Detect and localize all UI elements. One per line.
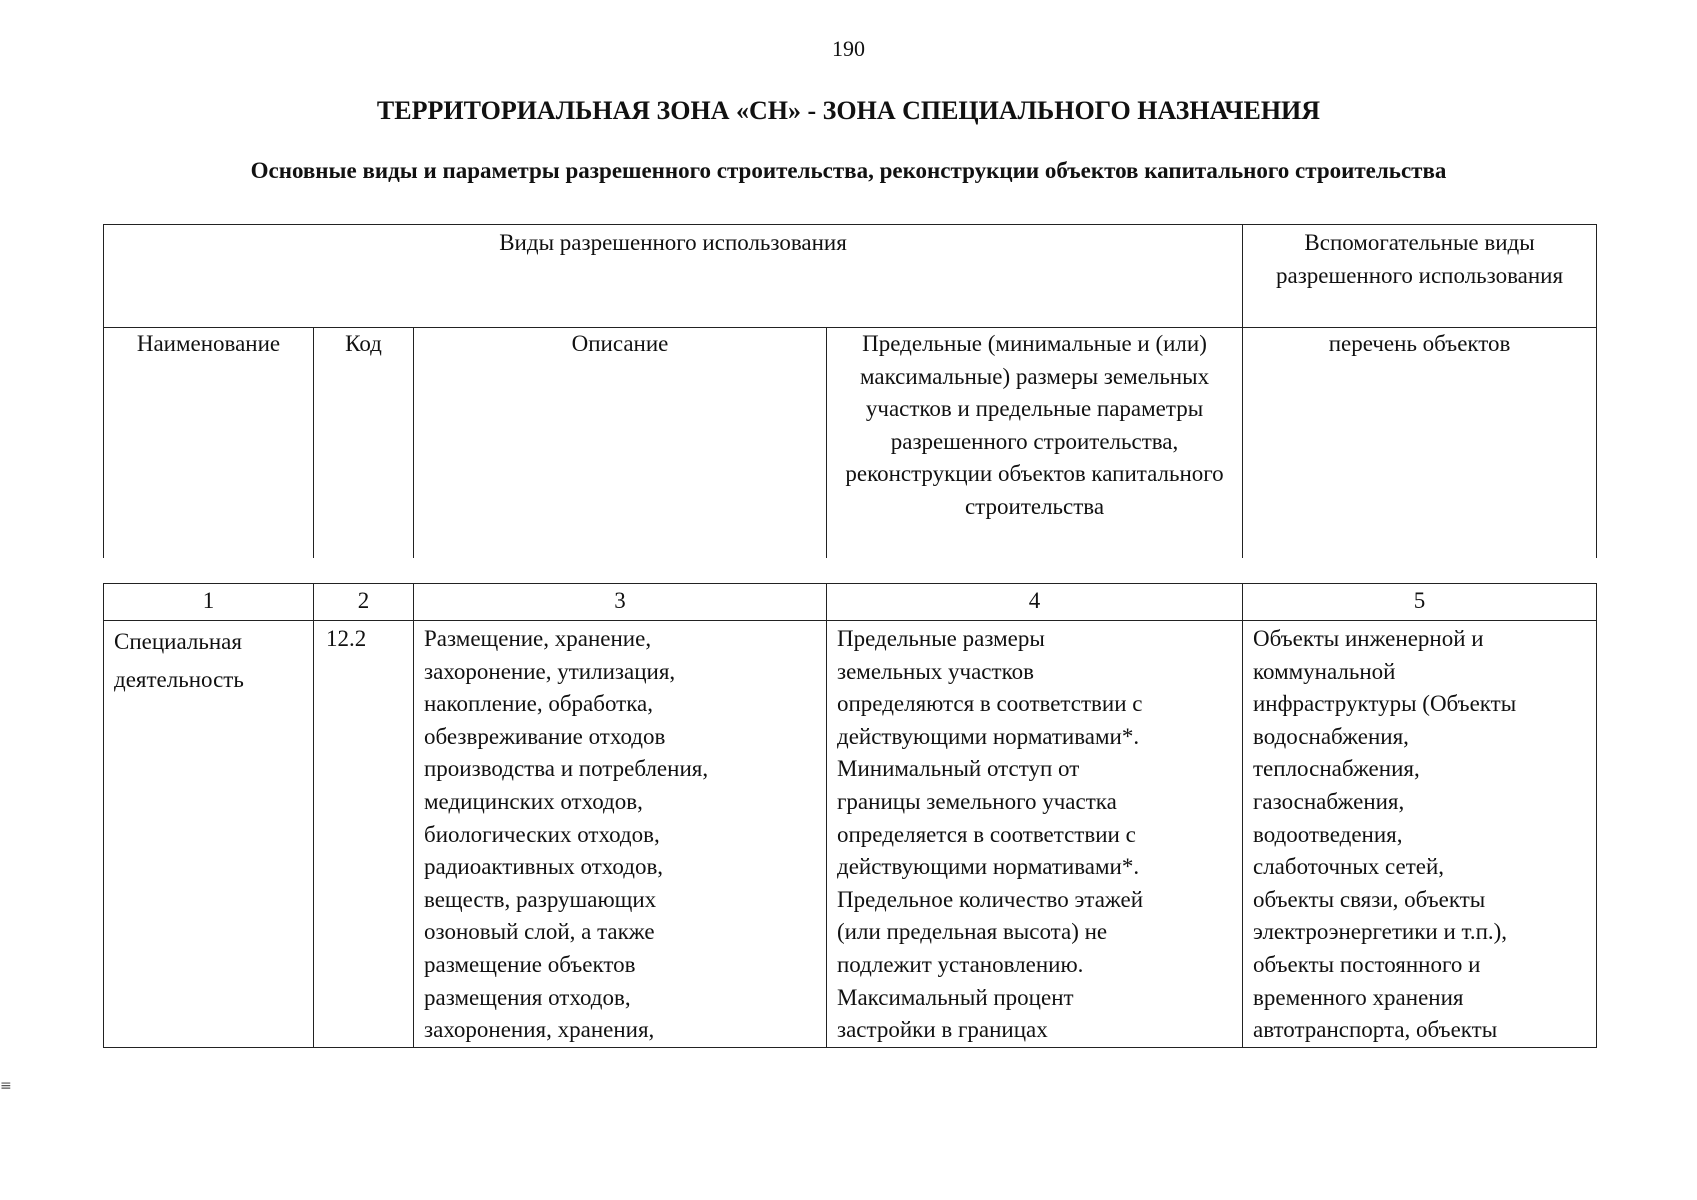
- header-column-row: [104, 328, 1597, 559]
- row-name-cell: [104, 621, 314, 1048]
- row-name: Специальная деятельность: [114, 629, 244, 692]
- header-group-main: Виды разрешенного использования: [104, 225, 1243, 328]
- header-group-row: [104, 225, 1597, 328]
- column-number: 5: [1243, 584, 1597, 621]
- row-code: 12.2: [326, 626, 367, 651]
- column-number: 4: [827, 584, 1243, 621]
- header-col-limits: Предельные (минимальные и (или) максимальные) размеры земельных участков и предельные параметры разрешенного строительства, реконструкции объектов капитального строительства: [827, 328, 1243, 559]
- header-table: [103, 224, 1597, 558]
- header-col-code: Код: [314, 328, 414, 559]
- header-group-aux: Вспомогательные виды разрешенного использования: [1243, 225, 1597, 328]
- table-title: Основные виды и параметры разрешенного строительства, реконструкции объектов капитального строительства: [250, 158, 1447, 183]
- column-number: 2: [314, 584, 414, 621]
- data-table: [103, 583, 1597, 1048]
- row-aux-list: Объекты инженерной и коммунальной инфраструктуры (Объекты водоснабжения, теплоснабжения, газоснабжения, водоотведения, слаботочных сетей, объекты связи, объекты электроэнергетики и т.п.), объекты постоянного и временного хранения автотранспорта, объекты: [1253, 626, 1517, 1043]
- column-number: 3: [414, 584, 827, 621]
- row-aux-list-cell: [1243, 621, 1597, 1048]
- column-number-row: [104, 584, 1597, 621]
- margin-mark: ≡: [0, 1078, 12, 1094]
- header-col-aux-list: перечень объектов: [1243, 328, 1597, 559]
- header-col-description: Описание: [414, 328, 827, 559]
- page-number: 190: [832, 36, 865, 61]
- row-limits-cell: [827, 621, 1243, 1048]
- table-row: [104, 621, 1597, 1048]
- row-code-cell: [314, 621, 414, 1048]
- row-description-cell: [414, 621, 827, 1048]
- row-description: Размещение, хранение, захоронение, утилизация, накопление, обработка, обезвреживание отходов производства и потребления, медицинских отходов, биологических отходов, радиоактивных отходов, веществ, разрушающих озоновый слой, а также размещение объектов размещения отходов, захоронения, хранения,: [424, 626, 709, 1043]
- column-number: 1: [104, 584, 314, 621]
- header-col-name: Наименование: [104, 328, 314, 559]
- row-limits: Предельные размеры земельных участков определяются в соответствии с действующими нормативами*. Минимальный отступ от границы земельного участка определяется в соответствии с действующими нормативами*. Предельное количество этажей (или предельная высота) не подлежит установлению. Максимальный процент застройки в границах: [837, 626, 1144, 1043]
- zone-title: ТЕРРИТОРИАЛЬНАЯ ЗОНА «СН» - ЗОНА СПЕЦИАЛЬНОГО НАЗНАЧЕНИЯ: [376, 96, 1321, 125]
